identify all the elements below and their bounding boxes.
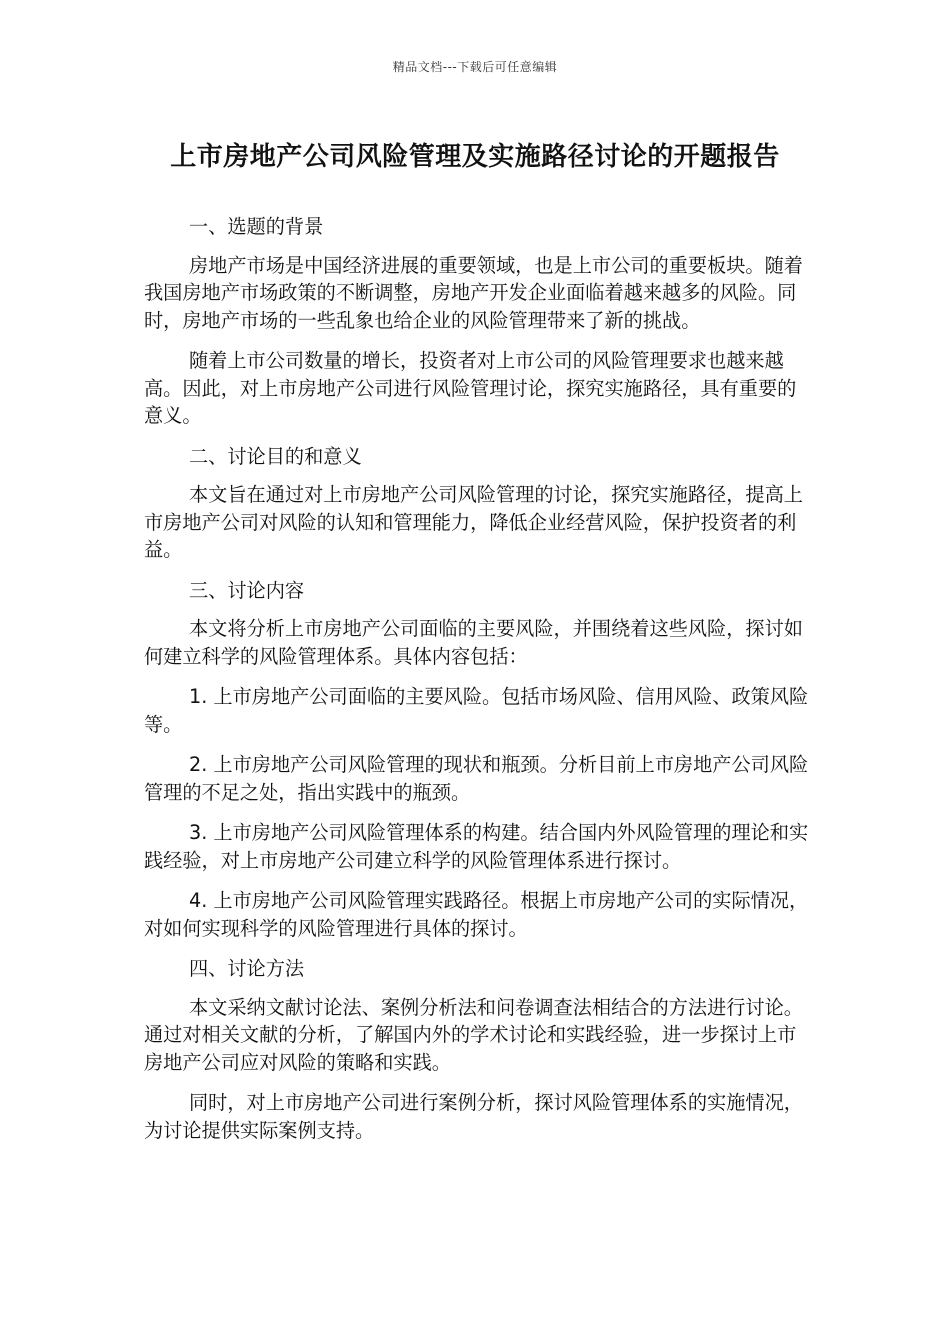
paragraph-method-1: 本文采纳文献讨论法、案例分析法和问卷调查法相结合的方法进行讨论。通过对相关文献的分析，了解国内外的学术讨论和实践经验，进一步探讨上市房地产公司应对风险的策略和实践。 (144, 995, 803, 1074)
list-item-content-2: 2. 上市房地产公司风险管理的现状和瓶颈。分析目前上市房地产公司风险管理的不足之处，指出实践中的瓶颈。 (144, 753, 809, 804)
paragraph-purpose: 本文旨在通过对上市房地产公司风险管理的讨论，探究实施路径，提高上市房地产公司对风险的认知和管理能力，降低企业经营风险，保护投资者的利益。 (144, 483, 803, 561)
document-body (144, 213, 809, 1157)
section-heading-content: 三、讨论内容 (189, 578, 305, 602)
list-item-content-3: 3. 上市房地产公司风险管理体系的构建。结合国内外风险管理的理论和实践经验，对上市房地产公司建立科学的风险管理体系进行探讨。 (144, 821, 809, 872)
section-heading-method: 四、讨论方法 (189, 957, 305, 980)
list-item-content-1: 1. 上市房地产公司面临的主要风险。包括市场风险、信用风险、政策风险等。 (144, 685, 809, 736)
paragraph-background-2: 随着上市公司数量的增长，投资者对上市公司的风险管理要求也越来越高。因此，对上市房地产公司进行风险管理讨论，探究实施路径，具有重要的意义。 (144, 349, 797, 427)
paragraph-background-1: 房地产市场是中国经济进展的重要领域，也是上市公司的重要板块。随着我国房地产市场政策的不断调整，房地产开发企业面临着越来越多的风险。同时，房地产市场的一些乱象也给企业的风险管理带来了新的挑战。 (144, 253, 803, 332)
paragraph-method-2: 同时，对上市房地产公司进行案例分析，探讨风险管理体系的实施情况，为讨论提供实际案例支持。 (144, 1091, 803, 1142)
section-heading-purpose: 二、讨论目的和意义 (189, 444, 362, 468)
header-note: 精品文档---下载后可任意编辑 (392, 60, 558, 74)
list-item-content-4: 4. 上市房地产公司风险管理实践路径。根据上市房地产公司的实际情况，对如何实现科学的风险管理进行具体的探讨。 (144, 889, 809, 940)
section-heading-background: 一、选题的背景 (189, 215, 324, 238)
document-title: 上市房地产公司风险管理及实施路径讨论的开题报告 (170, 142, 780, 172)
paragraph-content-intro: 本文将分析上市房地产公司面临的主要风险，并围绕着这些风险，探讨如何建立科学的风险管理体系。具体内容包括： (144, 617, 803, 668)
